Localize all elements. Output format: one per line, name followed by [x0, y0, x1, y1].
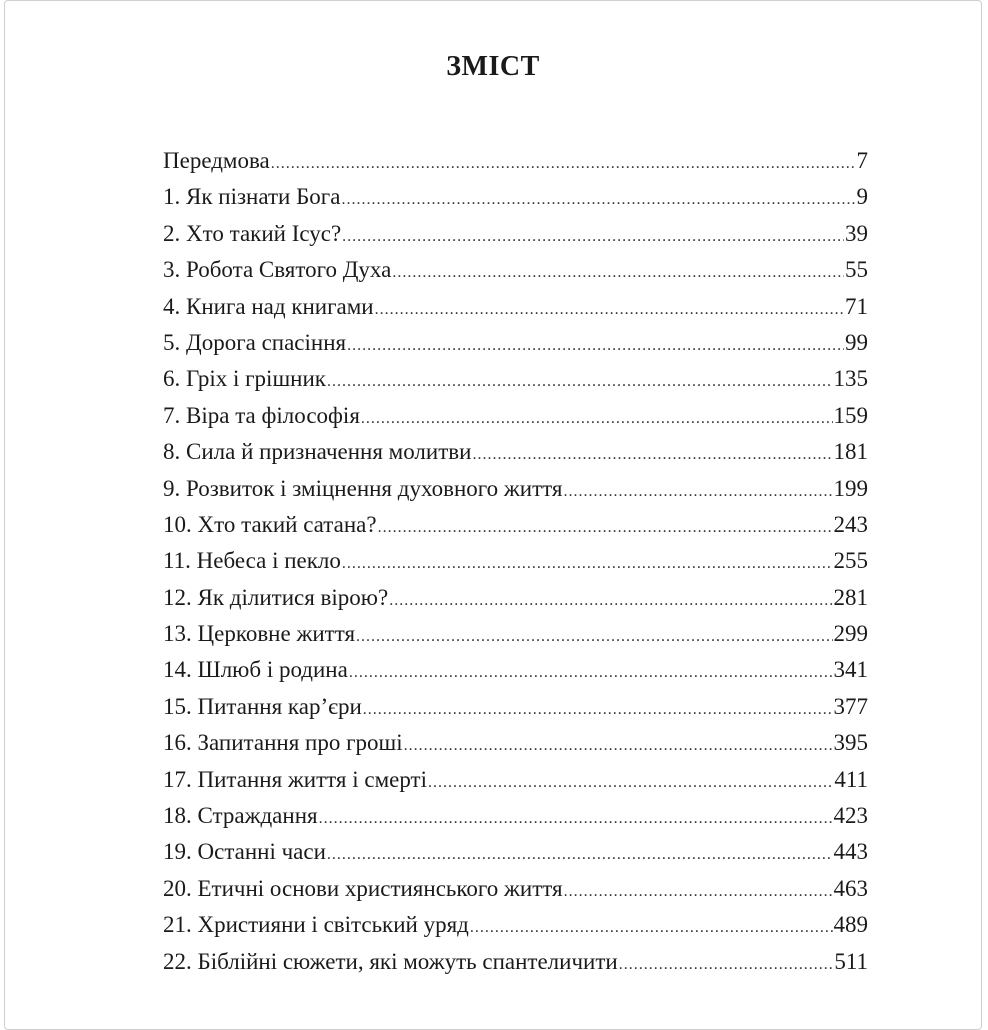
toc-entry — [163, 398, 868, 434]
toc-dot-leader — [361, 398, 833, 434]
toc-entry — [163, 543, 868, 579]
toc-entry-page-number: 489 — [833, 912, 868, 938]
toc-entry-page-number: 55 — [845, 257, 868, 283]
toc-entry-title: 11. Небеса і пекло — [163, 548, 341, 574]
toc-entry-title: 5. Дорога спасіння — [163, 329, 347, 355]
toc-entry — [163, 725, 868, 761]
toc-entry-page-number: 411 — [834, 766, 868, 792]
toc-entry-page-number: 255 — [833, 548, 868, 574]
toc-entry — [163, 179, 868, 215]
toc-entry-page-number: 341 — [833, 657, 868, 683]
toc-entry-title: 18. Страждання — [163, 803, 318, 829]
toc-entry-title: 2. Хто такий Ісус? — [163, 220, 342, 246]
toc-entry-page-number: 159 — [833, 402, 868, 428]
page-title: ЗМІСТ — [446, 51, 540, 82]
toc-dot-leader — [327, 361, 833, 397]
toc-entry — [163, 143, 868, 179]
toc-entry-title: 8. Сила й призначення молитви — [163, 439, 472, 465]
toc-entry-page-number: 71 — [845, 293, 868, 319]
toc-entry-page-number: 281 — [833, 584, 868, 610]
toc-dot-leader — [619, 944, 834, 980]
toc-entry-page-number: 463 — [833, 875, 868, 901]
toc-entry — [163, 252, 868, 288]
toc-dot-leader — [470, 907, 833, 943]
toc-dot-leader — [389, 580, 832, 616]
toc-dot-leader — [327, 834, 833, 870]
toc-entry-title: 10. Хто такий сатана? — [163, 511, 377, 537]
toc-entry — [163, 289, 868, 325]
toc-entry — [163, 471, 868, 507]
toc-entry-page-number: 199 — [833, 475, 868, 501]
toc-entry-title: 1. Як пізнати Бога — [163, 184, 341, 210]
toc-dot-leader — [349, 652, 833, 688]
toc-entry-title: 6. Гріх і грішник — [163, 366, 326, 392]
toc-dot-leader — [375, 289, 844, 325]
toc-entry-title: 12. Як ділитися вірою? — [163, 584, 389, 610]
toc-entry — [163, 834, 868, 870]
toc-entry-page-number: 443 — [833, 839, 868, 865]
toc-entry-page-number: 181 — [833, 439, 868, 465]
toc-dot-leader — [564, 871, 833, 907]
toc-dot-leader — [356, 616, 832, 652]
toc-entry — [163, 216, 868, 252]
toc-entry-title: 20. Етичні основи християнського життя — [163, 875, 563, 901]
toc-entry — [163, 798, 868, 834]
toc-entry-title: 13. Церковне життя — [163, 621, 356, 647]
toc-entry-page-number: 135 — [833, 366, 868, 392]
toc-entry — [163, 325, 868, 361]
toc-entry-page-number: 377 — [833, 693, 868, 719]
toc-entry — [163, 871, 868, 907]
toc-entry-title: 17. Питання життя і смерті — [163, 766, 427, 792]
toc-dot-leader — [271, 143, 856, 179]
toc-entry — [163, 580, 868, 616]
toc-entry-title: 9. Розвиток і зміцнення духовного життя — [163, 475, 563, 501]
toc-dot-leader — [378, 507, 833, 543]
toc-dot-leader — [404, 725, 833, 761]
toc-entry — [163, 652, 868, 688]
toc-entry-title: 14. Шлюб і родина — [163, 657, 348, 683]
toc-entry — [163, 689, 868, 725]
toc-entry-page-number: 9 — [856, 184, 868, 210]
toc-entry — [163, 762, 868, 798]
toc-dot-leader — [347, 325, 844, 361]
toc-dot-leader — [342, 543, 833, 579]
toc-dot-leader — [428, 762, 833, 798]
toc-entry — [163, 616, 868, 652]
toc-entry-title: 19. Останні часи — [163, 839, 326, 865]
toc-entry-title: 16. Запитання про гроші — [163, 730, 403, 756]
toc-entry-page-number: 511 — [834, 948, 868, 974]
toc-entry — [163, 507, 868, 543]
toc-entry-title: 21. Християни і світський уряд — [163, 912, 469, 938]
toc-entry — [163, 361, 868, 397]
toc-entry-page-number: 7 — [856, 148, 868, 173]
document-page — [4, 0, 982, 1030]
toc-entry-title: 4. Книга над книгами — [163, 293, 374, 319]
toc-entry-title: 3. Робота Святого Духа — [163, 257, 392, 283]
toc-entry — [163, 907, 868, 943]
toc-dot-leader — [342, 216, 844, 252]
toc-dot-leader — [392, 252, 844, 288]
toc-entry — [163, 944, 868, 980]
toc-entry-title: Передмова — [163, 148, 270, 173]
toc-entry-page-number: 423 — [833, 803, 868, 829]
table-of-contents — [163, 143, 868, 980]
toc-entry-title: 7. Віра та філософія — [163, 402, 360, 428]
toc-entry-title: 22. Біблійні сюжети, які можуть спантеличити — [163, 948, 618, 974]
toc-entry-page-number: 39 — [845, 220, 868, 246]
toc-dot-leader — [319, 798, 833, 834]
toc-entry-title: 15. Питання кар’єри — [163, 693, 362, 719]
toc-entry-page-number: 99 — [845, 329, 868, 355]
toc-dot-leader — [563, 471, 832, 507]
toc-entry-page-number: 243 — [833, 511, 868, 537]
toc-entry-page-number: 395 — [833, 730, 868, 756]
toc-entry-page-number: 299 — [833, 621, 868, 647]
toc-entry — [163, 434, 868, 470]
toc-dot-leader — [363, 689, 833, 725]
toc-dot-leader — [472, 434, 832, 470]
toc-dot-leader — [341, 179, 855, 215]
